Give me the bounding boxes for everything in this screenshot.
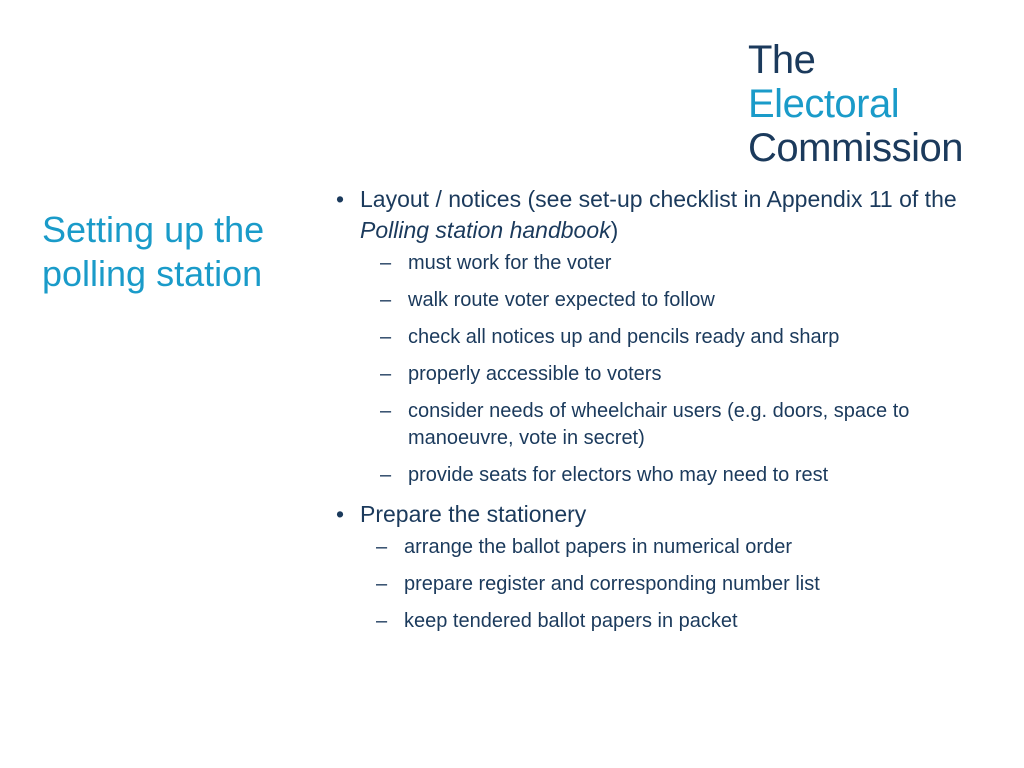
sub-item-text: arrange the ballot papers in numerical order (404, 536, 792, 558)
dash-marker: – (380, 289, 392, 311)
dash-marker: – (380, 252, 392, 274)
slide-body (336, 184, 1006, 645)
sub-item-text: consider needs of wheelchair users (e.g. doors, space to manoeuvre, vote in secret) (408, 400, 910, 449)
electoral-commission-logo (748, 38, 1008, 170)
handbook-title: Polling station handbook (360, 217, 611, 243)
bullet-item-layout (336, 184, 1006, 489)
sub-item-text: check all notices up and pencils ready and sharp (408, 326, 840, 348)
dash-marker: – (376, 610, 388, 632)
bullet-marker: • (336, 501, 345, 527)
sub-item (360, 534, 1006, 561)
bullet-text-end: ) (610, 217, 619, 243)
sub-item (360, 462, 1006, 489)
dash-marker: – (380, 363, 392, 385)
sub-item (360, 287, 1006, 314)
sub-item-text: provide seats for electors who may need to rest (408, 464, 829, 486)
logo-line-electoral: Electoral (748, 82, 900, 126)
sub-item (360, 324, 1006, 351)
dash-marker: – (380, 464, 392, 486)
dash-marker: – (380, 326, 392, 348)
sub-item (360, 361, 1006, 388)
logo-line-commission: Commission (748, 126, 964, 170)
sub-item (360, 608, 1006, 635)
sub-item-text: must work for the voter (408, 252, 612, 274)
sub-list (360, 534, 1006, 635)
bullet-list (336, 184, 1006, 635)
slide-title-line-2: polling station (42, 253, 263, 294)
sub-item-text: prepare register and corresponding number list (404, 573, 820, 595)
dash-marker: – (376, 536, 388, 558)
dash-marker: – (376, 573, 388, 595)
sub-item (360, 250, 1006, 277)
sub-item (360, 398, 1006, 452)
sub-item (360, 571, 1006, 598)
bullet-item-stationery (336, 499, 1006, 635)
dash-marker: – (380, 400, 392, 422)
sub-list (360, 250, 1006, 489)
sub-item-text: walk route voter expected to follow (408, 289, 715, 311)
sub-item-text: properly accessible to voters (408, 363, 662, 385)
bullet-text: Prepare the stationery (360, 501, 587, 527)
bullet-text: Layout / notices (see set-up checklist in Appendix 11 of the (360, 186, 957, 212)
logo-line-the: The (748, 38, 816, 82)
bullet-marker: • (336, 186, 345, 212)
sub-item-text: keep tendered ballot papers in packet (404, 610, 738, 632)
slide-title-line-1: Setting up the (42, 209, 265, 250)
slide-title (42, 208, 312, 296)
